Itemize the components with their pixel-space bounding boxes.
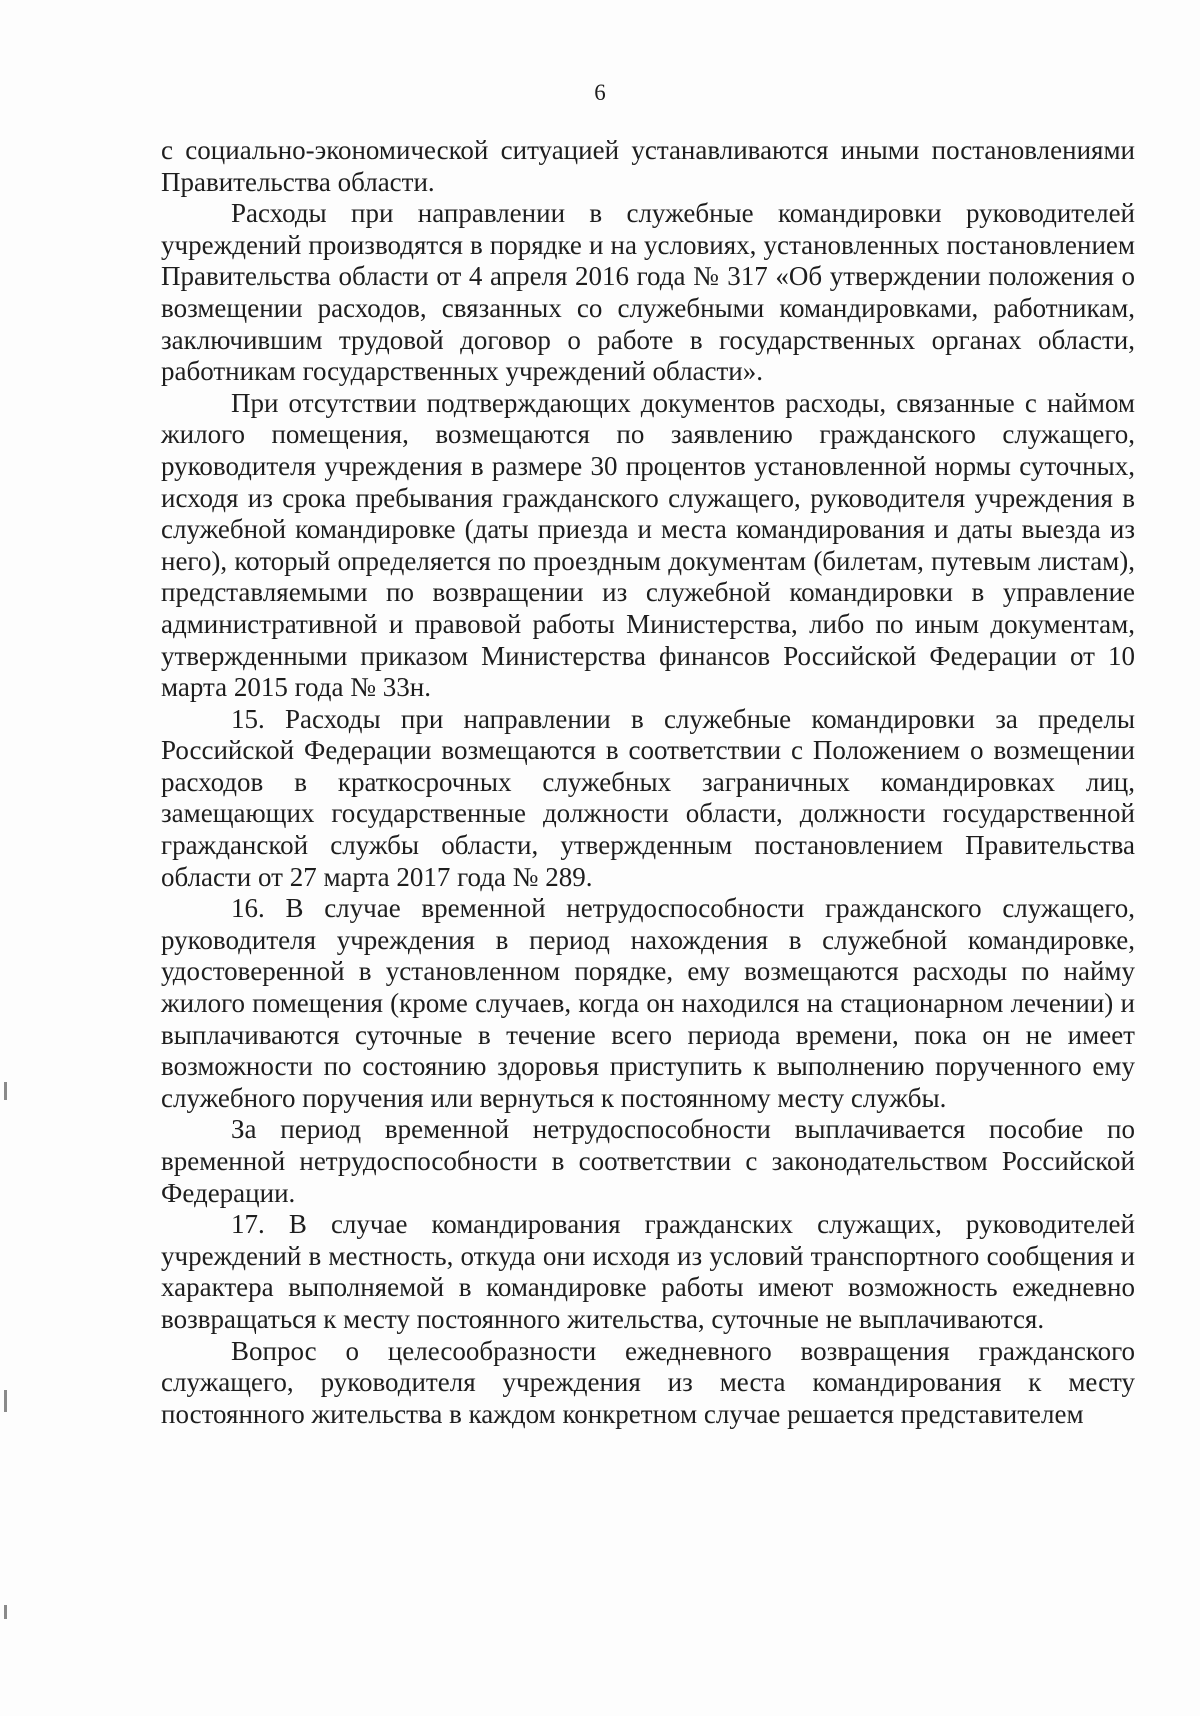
scan-edge-mark [4,1390,7,1412]
paragraph-daily-return: Вопрос о целесообразности ежедневного возвращения гражданского служащего, руководителя учреждения из места командирования к месту постоянного жительства в каждом конкретном случае решается представителем [161,1335,1135,1429]
paragraph-expenses-heads: Расходы при направлении в служебные командировки руководителей учреждений производятся в порядке и на условиях, установленных постановлением Правительства области от 4 апреля 2016 года № 317 «Об утверждении положения о возмещении расходов, связанных со служебными командировками, работникам, заключившим трудовой договор о работе в государственных органах области, работникам государственных учреждений области». [161,198,1135,387]
page-number: 6 [594,80,606,105]
paragraph-disability-benefit: За период временной нетрудоспособности выплачивается пособие по временной нетрудоспособности в соответствии с законодательством Российской Федерации. [161,1114,1135,1208]
scan-edge-mark [4,1605,7,1619]
paragraph-item-15: 15. Расходы при направлении в служебные командировки за пределы Российской Федерации возмещаются в соответствии с Положением о возмещении расходов в краткосрочных служебных заграничных командировках лиц, замещающих государственные должности области, должности государственной гражданской службы области, утвержденным постановлением Правительства области от 27 марта 2017 года № 289. [161,703,1135,892]
paragraph-item-16: 16. В случае временной нетрудоспособности гражданского служащего, руководителя учреждения в период нахождения в служебной командировке, удостоверенной в установленном порядке, ему возмещаются расходы по найму жилого помещения (кроме случаев, когда он находился на стационарном лечении) и выплачиваются суточные в течение всего периода времени, пока он не имеет возможности по состоянию здоровья приступить к выполнению порученного ему служебного поручения или вернуться к постоянному месту службы. [161,893,1135,1113]
paragraph-item-17: 17. В случае командирования гражданских служащих, руководителей учреждений в местность, откуда они исходя из условий транспортного сообщения и характера выполняемой в командировке работы имеют возможность ежедневно возвращаться к месту постоянного жительства, суточные не выплачиваются. [161,1209,1135,1334]
document-body [161,135,1135,1430]
paragraph-continuation: с социально-экономической ситуацией устанавливаются иными постановлениями Правительства области. [161,135,1135,197]
scan-edge-mark [4,1082,7,1100]
paragraph-no-documents: При отсутствии подтверждающих документов расходы, связанные с наймом жилого помещения, возмещаются по заявлению гражданского служащего, руководителя учреждения в размере 30 процентов установленной нормы суточных, исходя из срока пребывания гражданского служащего, руководителя учреждения в служебной командировке (даты приезда и места командирования и даты выезда из него), который определяется по проездным документам (билетам, путевым листам), представляемыми по возвращении из служебной командировки в управление административной и правовой работы Министерства, либо по иным документам, утвержденными приказом Министерства финансов Российской Федерации от 10 марта 2015 года № 33н. [161,387,1135,703]
